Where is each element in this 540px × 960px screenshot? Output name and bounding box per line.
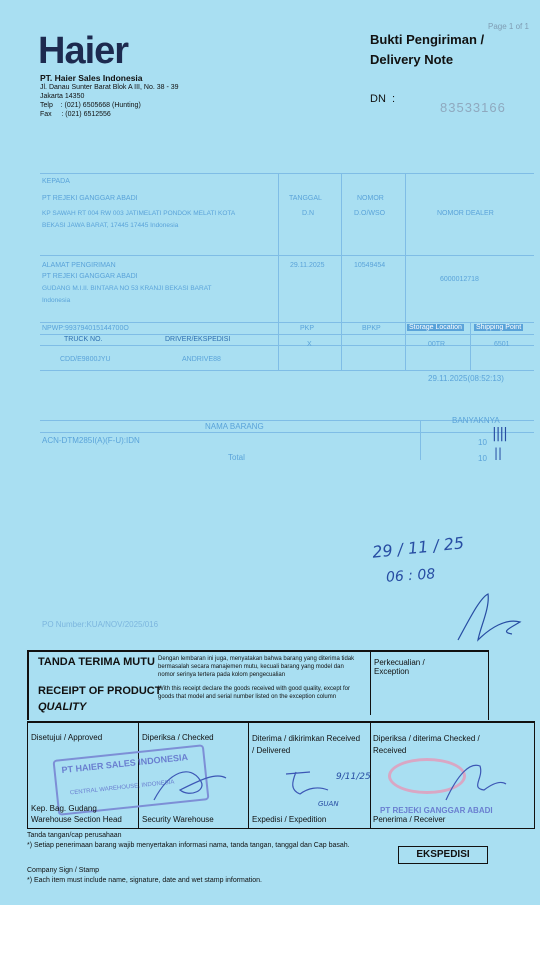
receipt-title-quality: QUALITY — [38, 701, 87, 713]
do-number: 10549454 — [354, 262, 386, 269]
footer-line-3: Company Sign / Stamp — [27, 867, 99, 874]
driver-value: ANDRIVE88 — [182, 356, 221, 363]
dn-label: DN : — [370, 93, 396, 105]
stamp-subtext: CENTRAL WAREHOUSE, INDONESIA — [69, 779, 175, 797]
truck-label: TRUCK NO. — [64, 336, 103, 343]
kepada-name: PT REJEKI GANGGAR ABADI — [42, 195, 138, 202]
receiver-company-stamp: PT REJEKI GANGGAR ABADI — [380, 806, 493, 815]
pkp-label: PKP — [300, 325, 315, 332]
col-banyaknya: BANYAKNYA — [452, 416, 500, 425]
handwritten-date: 29 / 11 / 25 — [371, 533, 465, 562]
page-indicator: Page 1 of 1 — [488, 22, 529, 31]
checked-label: Diperiksa / Checked — [142, 733, 214, 742]
doc-title-line-2: Delivery Note — [370, 52, 454, 67]
driver-handwritten-name: GUAN — [318, 800, 339, 808]
alamat-label: ALAMAT PENGIRIMAN — [42, 262, 116, 269]
tanda-terima-mutu: TANDA TERIMA MUTU — [38, 656, 155, 668]
receiver-label: Penerima / Receiver — [373, 815, 446, 824]
receipt-title-en: RECEIPT OF PRODUCT — [38, 685, 162, 697]
checked-signature — [150, 760, 230, 810]
bpkp-label: BPKP — [362, 325, 381, 332]
receipt-text-id: Dengan lembaran ini juga, menyatakan bahwa barang yang diterima tidak bermasalah secara manajemen mutu, kecuali barang yang model dan nomor serinya tertera pada kolom pengecualian — [158, 656, 355, 678]
total-qty: 10 — [478, 454, 487, 463]
copy-label-ekspedisi: EKSPEDISI — [398, 846, 488, 864]
received-label: Diperiksa / diterima Checked / Received — [373, 734, 480, 755]
storage-value: 00TR — [428, 341, 446, 348]
handwritten-signature-top — [450, 588, 530, 648]
kepada-address-1: KP SAWAH RT 004 RW 003 JATIMELATI PONDOK MELATI KOTA — [42, 210, 236, 217]
kepada-label: KEPADA — [42, 178, 70, 185]
shipping-point-label: Shipping Point — [476, 324, 522, 331]
npwp: NPWP:993794015144700O — [42, 325, 129, 332]
kepada-address-2: BEKASI JAWA BARAT, 17445 17445 Indonesia — [42, 222, 179, 229]
col-nama-barang: NAMA BARANG — [205, 422, 264, 431]
dn-date: 29.11.2025 — [290, 262, 325, 269]
col-tanggal: TANGGAL — [289, 195, 322, 202]
receipt-text-en: With this receipt declare the goods received with good quality, except for goods that model and serial number listed on the exception column — [158, 686, 350, 700]
warehouse-section-head: Warehouse Section Head — [31, 815, 122, 824]
stamp-text: PT HAIER SALES INDONESIA — [61, 751, 189, 776]
footer-line-2: *) Setiap penerimaan barang wajib menyertakan informasi nama, tanda tangan, tanggal dan Cap basah. — [27, 842, 350, 849]
dealer-number: 6000012718 — [440, 276, 479, 283]
security-warehouse: Security Warehouse — [142, 815, 214, 824]
storage-location-label: Storage Location — [409, 324, 462, 331]
delivered-label: Diterima / dikirimkan Received / Delivered — [252, 734, 361, 755]
company-address-2: Jakarta 14350 — [40, 93, 85, 100]
receiver-signature — [440, 754, 510, 809]
alamat-address-2: Indonesia — [42, 297, 71, 304]
haier-logo: Haier — [38, 30, 129, 72]
delivered-signature — [282, 768, 332, 798]
approved-label: Disetujui / Approved — [31, 733, 103, 742]
total-label: Total — [228, 453, 245, 462]
handwritten-tally: |||| — [492, 426, 507, 442]
col-nomor-do: D.O/WSO — [354, 210, 386, 217]
company-name: PT. Haier Sales Indonesia — [40, 73, 143, 83]
alamat-address-1: GUDANG M.I.II. BINTARA NO 53 KRANJI BEKASI BARAT — [42, 285, 212, 292]
driver-handwritten-date: 9/11/25 — [336, 772, 371, 782]
print-timestamp: 29.11.2025(08:52:13) — [428, 374, 504, 383]
alamat-name: PT REJEKI GANGGAR ABADI — [42, 273, 138, 280]
doc-title-line-1: Bukti Pengiriman / — [370, 32, 485, 47]
footer-line-1: Tanda tangan/cap perusahaan — [27, 832, 122, 839]
col-nomor-dealer: NOMOR DEALER — [437, 210, 494, 217]
truck-value: CDD/E9800JYU — [60, 356, 111, 363]
company-telp: Telp : (021) 6505668 (Hunting) — [40, 102, 141, 109]
handwritten-tally-total: || — [494, 446, 503, 460]
item-qty: 10 — [478, 438, 487, 447]
expedition-label: Expedisi / Expedition — [252, 815, 327, 824]
shipping-value: 6501 — [494, 341, 510, 348]
footer-line-4: *) Each item must include name, signature, date and wet stamp information. — [27, 877, 263, 884]
po-number: PO Number:KUA/NOV/2025/016 — [42, 620, 159, 629]
item-name: ACN-DTM285I(A)(F-U):IDN — [42, 436, 140, 445]
company-fax: Fax : (021) 6512556 — [40, 111, 111, 118]
col-tanggal-dn: D.N — [302, 210, 315, 217]
col-nomor: NOMOR — [357, 195, 384, 202]
pkp-value: X — [307, 341, 312, 348]
handwritten-time: 06 : 08 — [385, 566, 436, 586]
company-address-1: Jl. Danau Sunter Barat Blok A III, No. 38 - 39 — [40, 84, 179, 91]
driver-label: DRIVER/EKSPEDISI — [165, 336, 231, 343]
dn-number: 83533166 — [440, 100, 506, 115]
exception-label: Perkecualian / Exception — [374, 658, 425, 676]
kep-bag-gudang: Kep. Bag. Gudang — [31, 804, 97, 813]
